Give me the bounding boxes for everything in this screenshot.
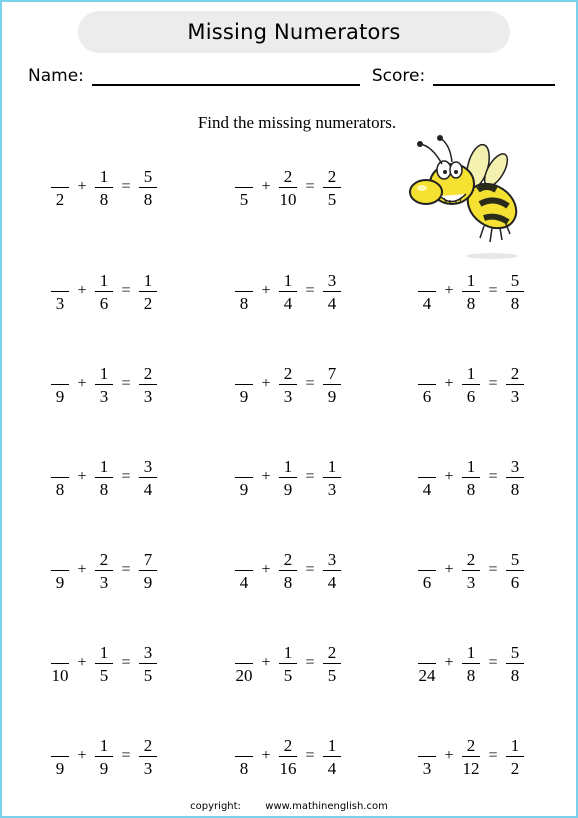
denominator: 8: [99, 480, 109, 499]
score-field[interactable]: [433, 66, 555, 86]
equals-sign: =: [305, 178, 315, 195]
denominator: 16: [279, 759, 297, 778]
fraction-bar: [418, 384, 436, 385]
fraction-bar: [235, 663, 253, 664]
plus-sign: +: [77, 282, 87, 299]
equals-sign: =: [488, 375, 498, 392]
fraction-bar: [51, 187, 69, 188]
denominator: 4: [422, 294, 432, 313]
denominator: 10: [279, 190, 297, 209]
plus-sign: +: [77, 747, 87, 764]
numerator: 2: [327, 167, 337, 186]
fraction: [92, 736, 116, 778]
missing-fraction: [415, 550, 439, 592]
fraction-bar: [139, 291, 157, 292]
fraction-bar: [51, 291, 69, 292]
equals-sign: =: [305, 747, 315, 764]
fraction-bar: [95, 187, 113, 188]
fraction-bar: [462, 570, 480, 571]
denominator: 4: [239, 573, 249, 592]
footer: [2, 801, 576, 812]
problem: [48, 737, 160, 777]
numerator: 1: [283, 271, 293, 290]
denominator: 3: [99, 387, 109, 406]
denominator: 8: [99, 190, 109, 209]
missing-fraction: [415, 736, 439, 778]
fraction: [276, 643, 300, 685]
denominator: 4: [283, 294, 293, 313]
numerator: 5: [510, 643, 520, 662]
equals-sign: =: [121, 282, 131, 299]
fraction: [276, 167, 300, 209]
page-title: Missing Numerators: [187, 20, 401, 44]
denominator: 8: [510, 666, 520, 685]
equals-sign: =: [305, 654, 315, 671]
fraction: [503, 364, 527, 406]
problem: [232, 365, 344, 405]
denominator: 3: [55, 294, 65, 313]
bee-icon: [400, 132, 530, 262]
problem: [48, 365, 160, 405]
denominator: 6: [99, 294, 109, 313]
name-score-row: [28, 66, 555, 86]
denominator: 3: [422, 759, 432, 778]
fraction: [92, 364, 116, 406]
denominator: 8: [143, 190, 153, 209]
numerator: 2: [283, 736, 293, 755]
denominator: 5: [327, 190, 337, 209]
numerator: 2: [466, 736, 476, 755]
denominator: 3: [327, 480, 337, 499]
plus-sign: +: [444, 561, 454, 578]
equals-sign: =: [305, 468, 315, 485]
missing-fraction: [415, 643, 439, 685]
missing-fraction: [232, 271, 256, 313]
fraction: [320, 457, 344, 499]
numerator: 2: [283, 167, 293, 186]
denominator: 2: [510, 759, 520, 778]
fraction-bar: [139, 477, 157, 478]
numerator: 1: [99, 364, 109, 383]
missing-fraction: [48, 457, 72, 499]
fraction: [276, 736, 300, 778]
problem: [232, 168, 344, 208]
fraction: [136, 550, 160, 592]
fraction: [459, 736, 483, 778]
plus-sign: +: [444, 468, 454, 485]
numerator: 5: [510, 271, 520, 290]
plus-sign: +: [77, 468, 87, 485]
fraction-bar: [323, 570, 341, 571]
fraction-bar: [139, 187, 157, 188]
instructions: Find the missing numerators.: [197, 113, 397, 132]
denominator: 12: [462, 759, 480, 778]
plus-sign: +: [77, 178, 87, 195]
fraction: [320, 643, 344, 685]
fraction-bar: [279, 477, 297, 478]
denominator: 8: [239, 294, 249, 313]
numerator: 5: [143, 167, 153, 186]
fraction-bar: [139, 570, 157, 571]
equals-sign: =: [488, 282, 498, 299]
missing-fraction: [232, 457, 256, 499]
fraction: [503, 643, 527, 685]
numerator: 2: [466, 550, 476, 569]
fraction-bar: [51, 756, 69, 757]
fraction: [320, 550, 344, 592]
fraction-bar: [139, 384, 157, 385]
fraction-bar: [323, 756, 341, 757]
fraction: [320, 364, 344, 406]
name-label: Name:: [28, 66, 84, 86]
denominator: 8: [283, 573, 293, 592]
denominator: 9: [239, 480, 249, 499]
denominator: 8: [466, 480, 476, 499]
plus-sign: +: [261, 747, 271, 764]
equals-sign: =: [121, 747, 131, 764]
fraction-bar: [235, 291, 253, 292]
fraction-bar: [139, 663, 157, 664]
fraction-bar: [279, 187, 297, 188]
fraction: [136, 271, 160, 313]
numerator: 2: [283, 550, 293, 569]
fraction-bar: [279, 756, 297, 757]
denominator: 3: [99, 573, 109, 592]
problem: [415, 272, 527, 312]
equals-sign: =: [305, 561, 315, 578]
fraction-bar: [51, 570, 69, 571]
fraction: [136, 736, 160, 778]
fraction: [276, 271, 300, 313]
fraction: [459, 271, 483, 313]
fraction-bar: [95, 756, 113, 757]
missing-fraction: [232, 550, 256, 592]
denominator: 4: [327, 573, 337, 592]
denominator: 9: [55, 573, 65, 592]
fraction-bar: [95, 663, 113, 664]
numerator: 1: [143, 271, 153, 290]
denominator: 9: [327, 387, 337, 406]
denominator: 8: [239, 759, 249, 778]
numerator: 1: [510, 736, 520, 755]
fraction-bar: [235, 477, 253, 478]
fraction-bar: [235, 570, 253, 571]
score-label: Score:: [371, 66, 426, 86]
fraction: [276, 550, 300, 592]
problem: [232, 272, 344, 312]
fraction-bar: [235, 187, 253, 188]
denominator: 2: [143, 294, 153, 313]
plus-sign: +: [444, 375, 454, 392]
fraction-bar: [506, 570, 524, 571]
fraction: [92, 271, 116, 313]
fraction-bar: [323, 291, 341, 292]
plus-sign: +: [261, 178, 271, 195]
numerator: 1: [466, 457, 476, 476]
denominator: 8: [466, 294, 476, 313]
fraction-bar: [462, 756, 480, 757]
denominator: 4: [327, 759, 337, 778]
fraction: [136, 643, 160, 685]
fraction-bar: [418, 663, 436, 664]
fraction-bar: [95, 570, 113, 571]
denominator: 3: [283, 387, 293, 406]
numerator: 7: [143, 550, 153, 569]
equals-sign: =: [488, 654, 498, 671]
missing-fraction: [48, 736, 72, 778]
missing-fraction: [48, 550, 72, 592]
fraction-bar: [462, 477, 480, 478]
problem: [48, 458, 160, 498]
plus-sign: +: [444, 747, 454, 764]
numerator: 1: [99, 457, 109, 476]
problem: [232, 551, 344, 591]
missing-fraction: [232, 167, 256, 209]
problem: [232, 458, 344, 498]
fraction: [136, 167, 160, 209]
fraction-bar: [323, 663, 341, 664]
missing-fraction: [415, 271, 439, 313]
fraction-bar: [279, 384, 297, 385]
fraction: [92, 643, 116, 685]
numerator: 1: [99, 736, 109, 755]
numerator: 7: [327, 364, 337, 383]
denominator: 20: [235, 666, 253, 685]
fraction: [459, 364, 483, 406]
equals-sign: =: [121, 468, 131, 485]
fraction: [92, 550, 116, 592]
denominator: 4: [327, 294, 337, 313]
fraction-bar: [95, 384, 113, 385]
problem: [415, 458, 527, 498]
problem: [415, 737, 527, 777]
fraction: [459, 643, 483, 685]
fraction: [92, 457, 116, 499]
plus-sign: +: [261, 654, 271, 671]
equals-sign: =: [121, 561, 131, 578]
fraction-bar: [506, 663, 524, 664]
denominator: 9: [239, 387, 249, 406]
numerator: 1: [466, 643, 476, 662]
fraction-bar: [51, 477, 69, 478]
fraction-bar: [51, 384, 69, 385]
denominator: 5: [99, 666, 109, 685]
fraction-bar: [418, 291, 436, 292]
denominator: 9: [55, 759, 65, 778]
fraction: [276, 364, 300, 406]
fraction: [503, 736, 527, 778]
numerator: 1: [99, 167, 109, 186]
problem: [48, 551, 160, 591]
numerator: 2: [327, 643, 337, 662]
denominator: 8: [466, 666, 476, 685]
plus-sign: +: [261, 561, 271, 578]
equals-sign: =: [488, 468, 498, 485]
numerator: 2: [99, 550, 109, 569]
denominator: 6: [422, 387, 432, 406]
equals-sign: =: [121, 375, 131, 392]
problem: [415, 644, 527, 684]
denominator: 9: [283, 480, 293, 499]
denominator: 3: [143, 387, 153, 406]
title-banner: [78, 11, 510, 53]
fraction: [320, 167, 344, 209]
numerator: 2: [143, 364, 153, 383]
plus-sign: +: [261, 468, 271, 485]
denominator: 24: [418, 666, 436, 685]
equals-sign: =: [305, 375, 315, 392]
denominator: 9: [99, 759, 109, 778]
problem: [232, 737, 344, 777]
denominator: 5: [239, 190, 249, 209]
denominator: 2: [55, 190, 65, 209]
fraction-bar: [323, 384, 341, 385]
numerator: 1: [283, 457, 293, 476]
denominator: 8: [510, 294, 520, 313]
fraction-bar: [139, 756, 157, 757]
denominator: 8: [55, 480, 65, 499]
numerator: 3: [143, 457, 153, 476]
fraction-bar: [462, 291, 480, 292]
fraction: [459, 550, 483, 592]
denominator: 8: [510, 480, 520, 499]
plus-sign: +: [444, 654, 454, 671]
denominator: 6: [466, 387, 476, 406]
numerator: 3: [510, 457, 520, 476]
fraction-bar: [506, 756, 524, 757]
fraction: [459, 457, 483, 499]
fraction-bar: [462, 384, 480, 385]
denominator: 3: [510, 387, 520, 406]
missing-fraction: [232, 643, 256, 685]
missing-fraction: [48, 271, 72, 313]
missing-fraction: [48, 167, 72, 209]
denominator: 4: [143, 480, 153, 499]
numerator: 1: [466, 364, 476, 383]
problem: [232, 644, 344, 684]
fraction: [320, 736, 344, 778]
numerator: 3: [327, 550, 337, 569]
footer-label: copyright:: [190, 801, 241, 812]
plus-sign: +: [77, 654, 87, 671]
fraction-bar: [506, 291, 524, 292]
missing-fraction: [415, 364, 439, 406]
fraction-bar: [418, 756, 436, 757]
missing-fraction: [415, 457, 439, 499]
numerator: 5: [510, 550, 520, 569]
fraction-bar: [323, 477, 341, 478]
numerator: 3: [143, 643, 153, 662]
fraction-bar: [506, 384, 524, 385]
problem: [415, 365, 527, 405]
denominator: 3: [466, 573, 476, 592]
equals-sign: =: [121, 654, 131, 671]
missing-fraction: [48, 364, 72, 406]
plus-sign: +: [261, 282, 271, 299]
denominator: 5: [283, 666, 293, 685]
fraction-bar: [323, 187, 341, 188]
plus-sign: +: [444, 282, 454, 299]
fraction-bar: [235, 384, 253, 385]
denominator: 9: [143, 573, 153, 592]
fraction-bar: [418, 477, 436, 478]
fraction: [276, 457, 300, 499]
denominator: 5: [327, 666, 337, 685]
numerator: 2: [143, 736, 153, 755]
fraction: [320, 271, 344, 313]
fraction: [503, 550, 527, 592]
equals-sign: =: [305, 282, 315, 299]
missing-fraction: [48, 643, 72, 685]
fraction-bar: [279, 291, 297, 292]
problem: [48, 168, 160, 208]
numerator: 2: [510, 364, 520, 383]
problem: [48, 272, 160, 312]
equals-sign: =: [488, 747, 498, 764]
denominator: 9: [55, 387, 65, 406]
plus-sign: +: [77, 375, 87, 392]
fraction-bar: [506, 477, 524, 478]
name-field[interactable]: [92, 66, 360, 86]
numerator: 1: [327, 457, 337, 476]
denominator: 5: [143, 666, 153, 685]
denominator: 6: [422, 573, 432, 592]
numerator: 1: [99, 271, 109, 290]
fraction-bar: [235, 756, 253, 757]
denominator: 6: [510, 573, 520, 592]
numerator: 1: [99, 643, 109, 662]
missing-fraction: [232, 736, 256, 778]
plus-sign: +: [77, 561, 87, 578]
denominator: 4: [422, 480, 432, 499]
fraction-bar: [462, 663, 480, 664]
fraction-bar: [95, 291, 113, 292]
problem: [415, 551, 527, 591]
fraction-bar: [279, 570, 297, 571]
fraction-bar: [279, 663, 297, 664]
numerator: 1: [283, 643, 293, 662]
fraction-bar: [51, 663, 69, 664]
fraction-bar: [418, 570, 436, 571]
fraction: [136, 364, 160, 406]
footer-site: www.mathinenglish.com: [265, 801, 388, 812]
numerator: 1: [327, 736, 337, 755]
numerator: 1: [466, 271, 476, 290]
numerator: 2: [283, 364, 293, 383]
problem: [48, 644, 160, 684]
fraction: [136, 457, 160, 499]
numerator: 3: [327, 271, 337, 290]
fraction-bar: [95, 477, 113, 478]
equals-sign: =: [121, 178, 131, 195]
fraction: [503, 271, 527, 313]
fraction: [503, 457, 527, 499]
denominator: 3: [143, 759, 153, 778]
denominator: 10: [51, 666, 69, 685]
equals-sign: =: [488, 561, 498, 578]
plus-sign: +: [261, 375, 271, 392]
fraction: [92, 167, 116, 209]
missing-fraction: [232, 364, 256, 406]
